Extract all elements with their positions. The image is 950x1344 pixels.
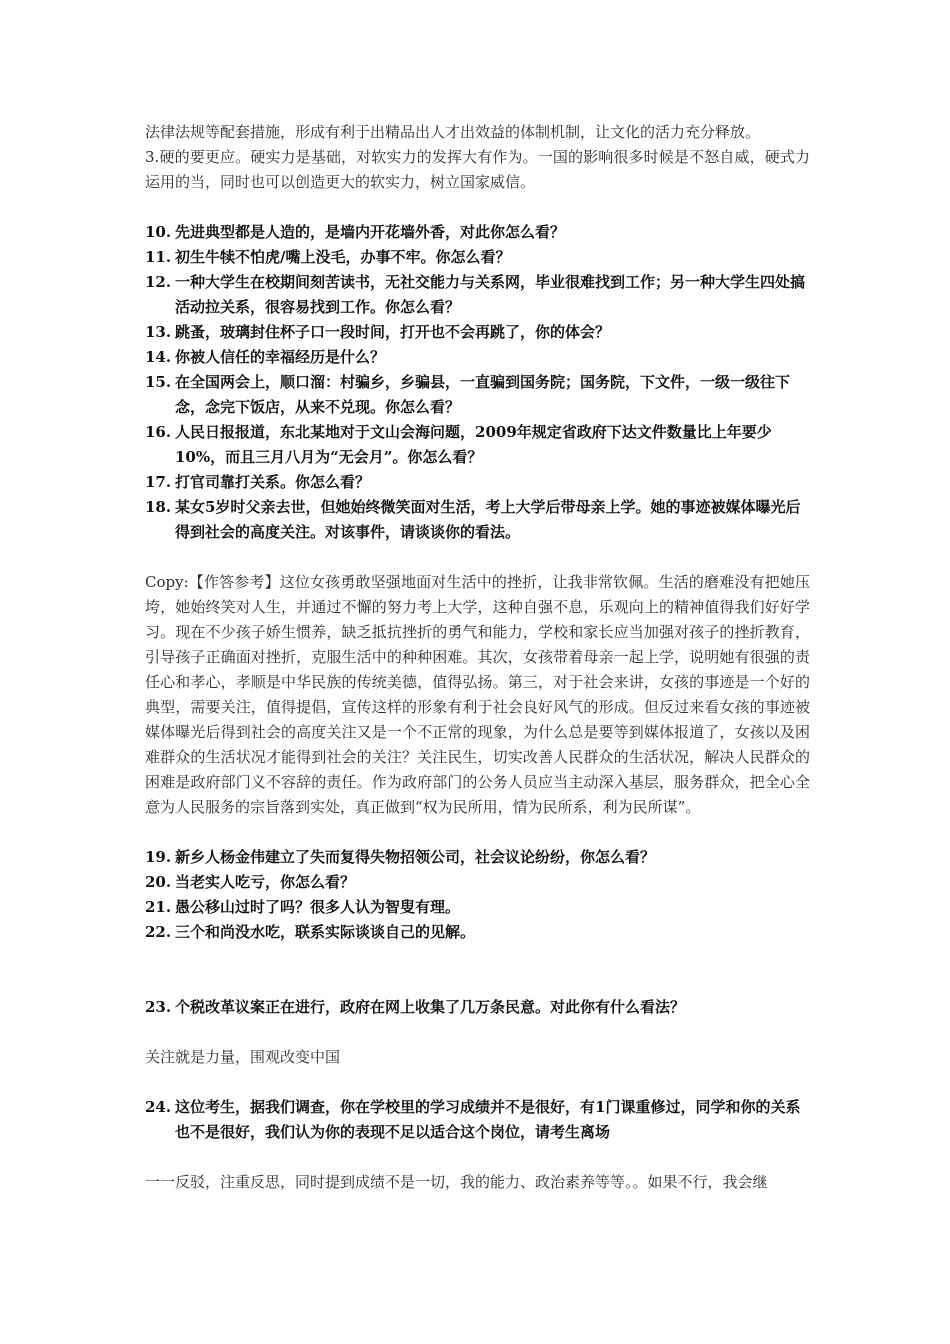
question-text: 初生牛犊不怕虎/嘴上没毛，办事不牢。你怎么看？ — [175, 248, 511, 266]
question-item — [145, 245, 810, 270]
question-text: 这位考生，据我们调查，你在学校里的学习成绩并不是很好，有1门课重修过，同学和你的关系也不是很好，我们认为你的表现不足以适合这个岗位，请考生离场 — [175, 1098, 801, 1141]
question-number: 22. — [145, 923, 172, 941]
question-item — [145, 420, 810, 470]
question-item — [145, 270, 810, 320]
question-text: 愚公移山过时了吗？很多人认为智叟有理。 — [175, 898, 461, 916]
question-text: 你被人信任的幸福经历是什么？ — [175, 348, 386, 366]
question-item — [145, 320, 810, 345]
question-number: 15. — [145, 373, 172, 391]
question-list-b — [145, 845, 810, 945]
question-text: 人民日报报道，东北某地对于文山会海问题，2009年规定省政府下达文件数量比上年要少10%，而且三月八月为“无会月”。你怎么看？ — [175, 423, 772, 466]
answer-24-paragraph: 一一反驳，注重反思，同时提到成绩不是一切，我的能力、政治素养等等。。如果不行，我会继 — [145, 1173, 768, 1191]
question-text: 跳蚤，玻璃封住杯子口一段时间，打开也不会再跳了，你的体会？ — [175, 323, 611, 341]
question-number: 14. — [145, 348, 172, 366]
question-text: 在全国两会上，顺口溜：村骗乡，乡骗县，一直骗到国务院；国务院，下文件，一级一级往下念，念完下饭店，从来不兑现。你怎么看？ — [175, 373, 791, 416]
question-number: 11. — [145, 248, 172, 266]
question-number: 17. — [145, 473, 172, 491]
spacer — [145, 1145, 810, 1170]
spacer — [145, 820, 810, 845]
question-item — [145, 495, 810, 545]
question-text: 一种大学生在校期间刻苦读书，无社交能力与关系网，毕业很难找到工作；另一种大学生四处搞活动拉关系，很容易找到工作。你怎么看？ — [175, 273, 806, 316]
question-number: 13. — [145, 323, 172, 341]
question-item — [145, 845, 810, 870]
question-text: 新乡人杨金伟建立了失而复得失物招领公司，社会议论纷纷，你怎么看？ — [175, 848, 656, 866]
question-text: 打官司靠打关系。你怎么看？ — [175, 473, 371, 491]
question-item — [145, 1095, 810, 1145]
question-item — [145, 995, 810, 1020]
spacer — [145, 945, 810, 995]
question-number: 12. — [145, 273, 172, 291]
question-text: 当老实人吃亏，你怎么看？ — [175, 873, 356, 891]
question-number: 21. — [145, 898, 172, 916]
question-text: 某女5岁时父亲去世，但她始终微笑面对生活，考上大学后带母亲上学。她的事迹被媒体曝光后得到社会的高度关注。对该事件，请谈谈你的看法。 — [175, 498, 801, 541]
question-number: 10. — [145, 223, 172, 241]
question-text: 先进典型都是人造的，是墙内开花墙外香，对此你怎么看？ — [175, 223, 566, 241]
question-text: 三个和尚没水吃，联系实际谈谈自己的见解。 — [175, 923, 476, 941]
spacer — [145, 1070, 810, 1095]
question-23 — [145, 995, 810, 1020]
question-item — [145, 370, 810, 420]
question-number: 18. — [145, 498, 172, 516]
intro-paragraph-2: 3.硬的要更应。硬实力是基础，对软实力的发挥大有作为。一国的影响很多时候是不怒自威，硬式力运用的当，同时也可以创造更大的软实力，树立国家威信。 — [145, 148, 810, 191]
question-item — [145, 870, 810, 895]
question-number: 23. — [145, 998, 172, 1016]
spacer — [145, 1020, 810, 1045]
question-list-a — [145, 220, 810, 545]
question-item — [145, 220, 810, 245]
question-number: 19. — [145, 848, 172, 866]
question-text: 个税改革议案正在进行，政府在网上收集了几万条民意。对此你有什么看法？ — [175, 998, 686, 1016]
question-number: 20. — [145, 873, 172, 891]
intro-paragraph-1: 法律法规等配套措施，形成有利于出精品出人才出效益的体制机制，让文化的活力充分释放。 — [145, 123, 761, 141]
spacer — [145, 545, 810, 570]
question-24 — [145, 1095, 810, 1145]
document-page — [145, 120, 810, 1195]
answer-18-paragraph: Copy:【作答参考】这位女孩勇敢坚强地面对生活中的挫折，让我非常钦佩。生活的磨难没有把她压垮，她始终笑对人生，并通过不懈的努力考上大学，这种自强不息，乐观向上的精神值得我们好好学习。现在不少孩子娇生惯养，缺乏抵抗挫折的勇气和能力，学校和家长应当加强对孩子的挫折教育，引导孩子正确面对挫折，克服生活中的种种困难。其次，女孩带着母亲一起上学，说明她有很强的责任心和孝心，孝顺是中华民族的传统美德，值得弘扬。第三，对于社会来讲，女孩的事迹是一个好的典型，需要关注，值得提倡，宣传这样的形象有利于社会良好风气的形成。但反过来看女孩的事迹被媒体曝光后得到社会的高度关注又是一个不正常的现象，为什么总是要等到媒体报道了，女孩以及困难群众的生活状况才能得到社会的关注？关注民生，切实改善人民群众的生活状况，解决人民群众的困难是政府部门义不容辞的责任。作为政府部门的公务人员应当主动深入基层，服务群众，把全心全意为人民服务的宗旨落到实处，真正做到“权为民所用，情为民所系，利为民所谋”。 — [145, 573, 810, 816]
answer-23-paragraph: 关注就是力量，围观改变中国 — [145, 1048, 341, 1066]
question-item — [145, 345, 810, 370]
question-item — [145, 895, 810, 920]
question-number: 24. — [145, 1098, 172, 1116]
question-item — [145, 470, 810, 495]
question-number: 16. — [145, 423, 172, 441]
question-item — [145, 920, 810, 945]
spacer — [145, 195, 810, 220]
